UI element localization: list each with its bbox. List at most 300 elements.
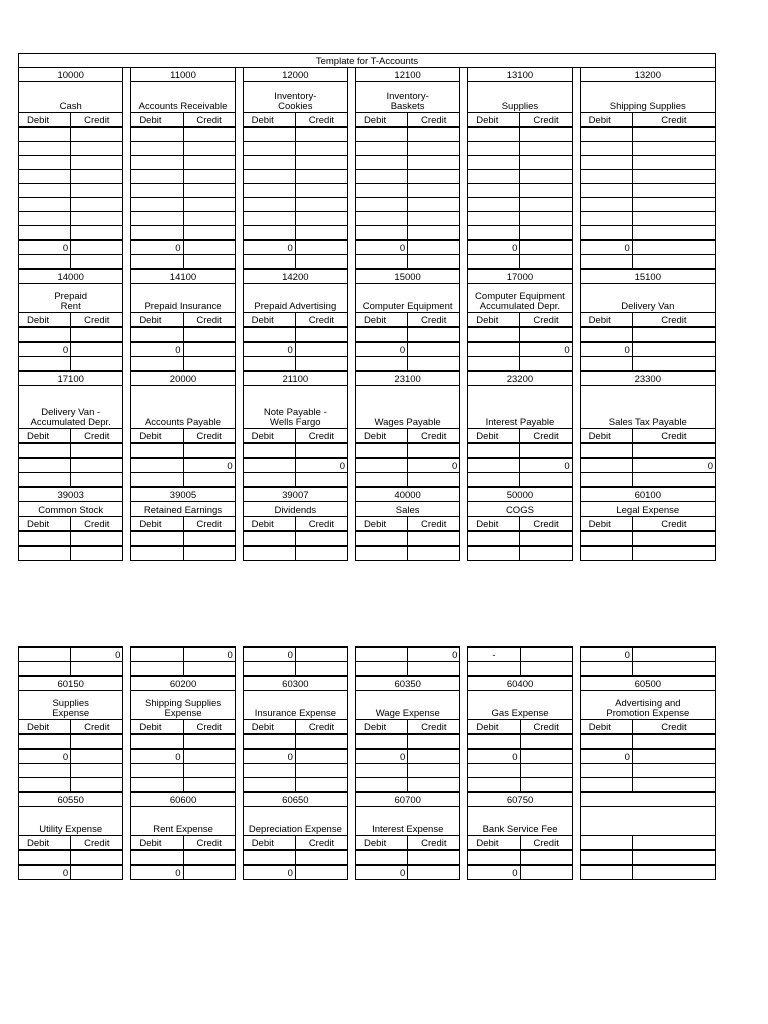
empty-cell — [295, 764, 347, 778]
credit-entry-cell — [408, 212, 460, 226]
debit-entry-cell — [580, 142, 632, 156]
debit-entry-cell — [468, 170, 520, 184]
credit-entry-cell — [183, 212, 235, 226]
credit-entry-cell — [632, 170, 715, 184]
column-gap — [460, 284, 468, 313]
column-gap — [235, 676, 243, 691]
debit-header: Debit — [131, 720, 183, 735]
empty-cell — [632, 473, 715, 488]
column-gap — [572, 792, 580, 807]
debit-entry-cell — [131, 226, 183, 241]
credit-balance — [520, 240, 572, 255]
debit-entry-cell — [131, 443, 183, 458]
column-gap — [348, 778, 356, 793]
credit-header: Credit — [408, 836, 460, 851]
column-gap — [348, 473, 356, 488]
empty-cell — [183, 357, 235, 372]
debit-entry-cell — [355, 142, 407, 156]
account-name-text: Computer Equipment — [362, 301, 453, 312]
empty-cell — [131, 662, 183, 677]
empty-cell — [468, 255, 520, 270]
empty-cell — [468, 778, 520, 793]
debit-entry-cell — [19, 443, 71, 458]
empty-cell — [19, 255, 71, 270]
column-gap — [572, 647, 580, 662]
empty-cell — [580, 778, 632, 793]
column-gap — [460, 68, 468, 82]
column-gap — [348, 198, 356, 212]
debit-header: Debit — [580, 113, 632, 128]
credit-header — [632, 836, 715, 851]
debit-entry-cell — [19, 156, 71, 170]
account-name-text: Depreciation Expense — [248, 824, 342, 835]
debit-header: Debit — [580, 517, 632, 532]
empty-cell — [19, 778, 71, 793]
debit-entry-cell — [580, 327, 632, 342]
empty-cell — [468, 662, 520, 677]
debit-entry-cell — [468, 156, 520, 170]
column-gap — [123, 458, 131, 473]
debit-entry-cell — [468, 184, 520, 198]
debit-header: Debit — [355, 429, 407, 444]
column-gap — [235, 691, 243, 720]
credit-entry-cell — [183, 184, 235, 198]
credit-header: Credit — [71, 517, 123, 532]
column-gap — [460, 734, 468, 749]
credit-balance — [183, 865, 235, 880]
debit-balance: 0 — [243, 749, 295, 764]
column-gap — [348, 764, 356, 778]
column-gap — [572, 371, 580, 386]
credit-balance — [295, 749, 347, 764]
empty-cell — [356, 764, 408, 778]
empty-cell — [520, 473, 572, 488]
credit-entry-cell — [295, 142, 347, 156]
credit-balance — [295, 865, 347, 880]
account-name — [580, 284, 715, 313]
column-gap — [348, 662, 356, 677]
column-gap — [123, 749, 131, 764]
column-gap — [460, 371, 468, 386]
credit-entry-cell — [408, 156, 460, 170]
credit-entry-cell — [183, 142, 235, 156]
column-gap — [235, 734, 243, 749]
debit-balance: 0 — [355, 342, 407, 357]
account-name-text: Supplies Expense — [52, 698, 90, 719]
column-gap — [235, 371, 243, 386]
account-name-text: Bank Service Fee — [482, 824, 558, 835]
debit-header: Debit — [19, 517, 71, 532]
account-name — [131, 502, 235, 517]
credit-entry-cell — [295, 198, 347, 212]
account-name — [580, 502, 715, 517]
debit-entry-cell — [580, 127, 632, 142]
debit-entry-cell — [19, 327, 71, 342]
empty-cell — [580, 255, 632, 270]
column-gap — [348, 546, 356, 561]
empty-cell — [632, 357, 715, 372]
account-name-text: Wages Payable — [374, 417, 441, 428]
empty-cell — [183, 778, 235, 793]
credit-entry-cell — [295, 531, 347, 546]
credit-header: Credit — [183, 836, 235, 851]
column-gap — [460, 142, 468, 156]
empty-cell — [408, 778, 460, 793]
empty-cell — [243, 778, 295, 793]
debit-entry-cell — [243, 198, 295, 212]
empty-cell — [580, 764, 632, 778]
empty-cell — [71, 778, 123, 793]
column-gap — [460, 386, 468, 429]
debit-carry-cell: - — [468, 647, 520, 662]
credit-entry-cell — [520, 734, 572, 749]
debit-header: Debit — [19, 836, 71, 851]
column-gap — [572, 113, 580, 128]
account-name — [468, 691, 572, 720]
column-gap — [460, 720, 468, 735]
account-name-text: Interest Expense — [372, 824, 444, 835]
account-number: 14200 — [243, 269, 347, 284]
column-gap — [348, 836, 356, 851]
account-number: 15100 — [580, 269, 715, 284]
debit-balance — [580, 546, 632, 561]
account-name-text: Computer Equipment Accumulated Depr. — [475, 291, 565, 312]
credit-header: Credit — [295, 113, 347, 128]
column-gap — [460, 342, 468, 357]
credit-header: Credit — [408, 113, 460, 128]
column-gap — [460, 749, 468, 764]
account-name — [355, 284, 459, 313]
column-gap — [348, 386, 356, 429]
debit-header: Debit — [468, 313, 520, 328]
column-gap — [235, 792, 243, 807]
debit-balance — [580, 865, 632, 880]
column-gap — [235, 113, 243, 128]
credit-entry-cell — [71, 170, 123, 184]
debit-entry-cell — [356, 850, 408, 865]
column-gap — [460, 865, 468, 880]
account-name — [131, 807, 235, 836]
credit-entry-cell — [183, 226, 235, 241]
credit-balance — [183, 749, 235, 764]
column-gap — [460, 662, 468, 677]
account-number: 60350 — [356, 676, 460, 691]
account-number: 39005 — [131, 487, 235, 502]
credit-entry-cell — [71, 198, 123, 212]
column-gap — [460, 156, 468, 170]
debit-header: Debit — [19, 720, 71, 735]
account-name — [243, 807, 347, 836]
account-number: 60600 — [131, 792, 235, 807]
empty-cell — [295, 778, 347, 793]
account-name-text: Supplies — [501, 101, 539, 112]
empty-cell — [131, 764, 183, 778]
account-number: 60550 — [19, 792, 123, 807]
credit-header: Credit — [408, 517, 460, 532]
account-number: 20000 — [131, 371, 235, 386]
debit-balance: 0 — [580, 342, 632, 357]
debit-entry-cell — [580, 184, 632, 198]
credit-entry-cell — [295, 156, 347, 170]
credit-header: Credit — [71, 720, 123, 735]
column-gap — [348, 284, 356, 313]
column-gap — [460, 764, 468, 778]
column-gap — [235, 531, 243, 546]
column-gap — [235, 458, 243, 473]
debit-header: Debit — [243, 836, 295, 851]
debit-entry-cell — [580, 156, 632, 170]
account-name-text: Dividends — [274, 505, 317, 516]
debit-carry-cell — [131, 647, 183, 662]
credit-header: Credit — [632, 429, 715, 444]
account-name — [355, 386, 459, 429]
debit-carry-cell — [19, 647, 71, 662]
account-name — [580, 807, 715, 836]
column-gap — [235, 342, 243, 357]
debit-header: Debit — [580, 720, 632, 735]
debit-entry-cell — [131, 212, 183, 226]
debit-carry-cell: 0 — [580, 647, 632, 662]
credit-balance — [71, 865, 123, 880]
column-gap — [235, 502, 243, 517]
column-gap — [572, 82, 580, 113]
column-gap — [123, 836, 131, 851]
column-gap — [123, 284, 131, 313]
empty-cell — [243, 473, 295, 488]
column-gap — [572, 749, 580, 764]
debit-entry-cell — [243, 327, 295, 342]
credit-entry-cell — [408, 184, 460, 198]
credit-entry-cell — [295, 226, 347, 241]
credit-entry-cell — [632, 734, 715, 749]
column-gap — [235, 807, 243, 836]
credit-entry-cell — [71, 850, 123, 865]
account-number: 13100 — [468, 68, 572, 82]
debit-entry-cell — [580, 734, 632, 749]
column-gap — [572, 184, 580, 198]
column-gap — [123, 113, 131, 128]
column-gap — [123, 198, 131, 212]
column-gap — [235, 850, 243, 865]
debit-entry-cell — [243, 184, 295, 198]
debit-entry-cell — [131, 127, 183, 142]
credit-entry-cell — [183, 198, 235, 212]
debit-header: Debit — [355, 113, 407, 128]
column-gap — [460, 836, 468, 851]
column-gap — [123, 473, 131, 488]
account-name-text: Rent Expense — [153, 824, 213, 835]
empty-cell — [632, 778, 715, 793]
column-gap — [460, 212, 468, 226]
credit-balance: 0 — [520, 342, 572, 357]
column-gap — [235, 226, 243, 241]
debit-entry-cell — [19, 184, 71, 198]
column-gap — [348, 156, 356, 170]
empty-cell — [19, 662, 71, 677]
account-name-text: Prepaid Advertising — [254, 301, 337, 312]
column-gap — [572, 662, 580, 677]
debit-balance — [131, 458, 183, 473]
debit-entry-cell — [19, 170, 71, 184]
debit-header — [580, 836, 632, 851]
credit-balance — [71, 240, 123, 255]
credit-header: Credit — [520, 113, 572, 128]
column-gap — [235, 184, 243, 198]
debit-entry-cell — [19, 531, 71, 546]
credit-header: Credit — [71, 313, 123, 328]
debit-entry-cell — [243, 443, 295, 458]
column-gap — [235, 865, 243, 880]
credit-header: Credit — [183, 517, 235, 532]
credit-entry-cell — [520, 127, 572, 142]
column-gap — [572, 487, 580, 502]
column-gap — [460, 113, 468, 128]
credit-header: Credit — [632, 113, 715, 128]
credit-entry-cell — [183, 327, 235, 342]
column-gap — [123, 212, 131, 226]
column-gap — [235, 749, 243, 764]
column-gap — [123, 226, 131, 241]
account-name-text: Shipping Supplies — [609, 101, 686, 112]
column-gap — [123, 517, 131, 532]
debit-entry-cell — [580, 443, 632, 458]
account-name — [243, 82, 347, 113]
credit-header: Credit — [520, 517, 572, 532]
account-number: 10000 — [19, 68, 123, 82]
debit-entry-cell — [19, 212, 71, 226]
credit-entry-cell — [520, 443, 572, 458]
column-gap — [572, 198, 580, 212]
empty-cell — [520, 662, 572, 677]
debit-header: Debit — [243, 113, 295, 128]
debit-header: Debit — [19, 113, 71, 128]
debit-entry-cell — [243, 142, 295, 156]
credit-entry-cell — [71, 226, 123, 241]
empty-cell — [355, 473, 407, 488]
column-gap — [348, 255, 356, 270]
account-name-text: Shipping Supplies Expense — [145, 698, 222, 719]
column-gap — [572, 226, 580, 241]
account-name-text: Inventory- Cookies — [274, 91, 317, 112]
credit-entry-cell — [632, 850, 715, 865]
account-number: 60150 — [19, 676, 123, 691]
column-gap — [235, 764, 243, 778]
column-gap — [123, 734, 131, 749]
column-gap — [460, 531, 468, 546]
column-gap — [123, 240, 131, 255]
column-gap — [348, 487, 356, 502]
empty-cell — [295, 255, 347, 270]
column-gap — [572, 473, 580, 488]
debit-entry-cell — [131, 142, 183, 156]
column-gap — [348, 850, 356, 865]
column-gap — [235, 429, 243, 444]
account-name-text: Prepaid Insurance — [144, 301, 222, 312]
column-gap — [460, 458, 468, 473]
account-number: 12000 — [243, 68, 347, 82]
column-gap — [572, 865, 580, 880]
column-gap — [123, 865, 131, 880]
debit-balance: 0 — [131, 342, 183, 357]
debit-header: Debit — [356, 836, 408, 851]
debit-header: Debit — [243, 517, 295, 532]
credit-balance — [408, 546, 460, 561]
column-gap — [348, 429, 356, 444]
credit-entry-cell — [408, 734, 460, 749]
empty-cell — [295, 357, 347, 372]
empty-cell — [131, 357, 183, 372]
column-gap — [123, 647, 131, 662]
account-number: 11000 — [131, 68, 235, 82]
empty-cell — [580, 357, 632, 372]
debit-balance: 0 — [19, 240, 71, 255]
account-number: 50000 — [468, 487, 572, 502]
column-gap — [348, 212, 356, 226]
column-gap — [348, 647, 356, 662]
credit-entry-cell — [408, 850, 460, 865]
debit-header: Debit — [468, 836, 520, 851]
column-gap — [572, 836, 580, 851]
debit-balance — [468, 458, 520, 473]
debit-entry-cell — [468, 850, 520, 865]
column-gap — [348, 357, 356, 372]
column-gap — [572, 156, 580, 170]
credit-balance: 0 — [520, 458, 572, 473]
debit-entry-cell — [468, 198, 520, 212]
column-gap — [348, 240, 356, 255]
account-name — [468, 502, 572, 517]
account-name-text: Common Stock — [38, 505, 104, 516]
debit-balance: 0 — [131, 749, 183, 764]
debit-entry-cell — [580, 850, 632, 865]
empty-cell — [243, 357, 295, 372]
credit-balance — [71, 342, 123, 357]
column-gap — [123, 807, 131, 836]
column-gap — [348, 142, 356, 156]
account-name-text: Note Payable - Wells Fargo — [263, 407, 327, 428]
debit-entry-cell — [131, 156, 183, 170]
debit-entry-cell — [131, 170, 183, 184]
debit-balance — [243, 458, 295, 473]
column-gap — [572, 720, 580, 735]
account-name-text: Sales — [395, 505, 420, 516]
column-gap — [235, 269, 243, 284]
debit-balance: 0 — [243, 865, 295, 880]
account-name-text: Utility Expense — [39, 824, 103, 835]
debit-balance: 0 — [19, 342, 71, 357]
column-gap — [123, 546, 131, 561]
credit-header: Credit — [295, 517, 347, 532]
debit-balance: 0 — [580, 240, 632, 255]
empty-cell — [183, 662, 235, 677]
debit-balance: 0 — [355, 240, 407, 255]
credit-header: Credit — [71, 836, 123, 851]
credit-entry-cell — [632, 327, 715, 342]
account-name — [468, 386, 572, 429]
column-gap — [348, 517, 356, 532]
column-gap — [572, 142, 580, 156]
account-name-text: Insurance Expense — [254, 708, 337, 719]
credit-entry-cell — [408, 226, 460, 241]
credit-header: Credit — [632, 517, 715, 532]
account-number: 39003 — [19, 487, 123, 502]
column-gap — [348, 371, 356, 386]
debit-header: Debit — [131, 113, 183, 128]
debit-entry-cell — [580, 531, 632, 546]
column-gap — [572, 517, 580, 532]
column-gap — [572, 284, 580, 313]
column-gap — [235, 142, 243, 156]
